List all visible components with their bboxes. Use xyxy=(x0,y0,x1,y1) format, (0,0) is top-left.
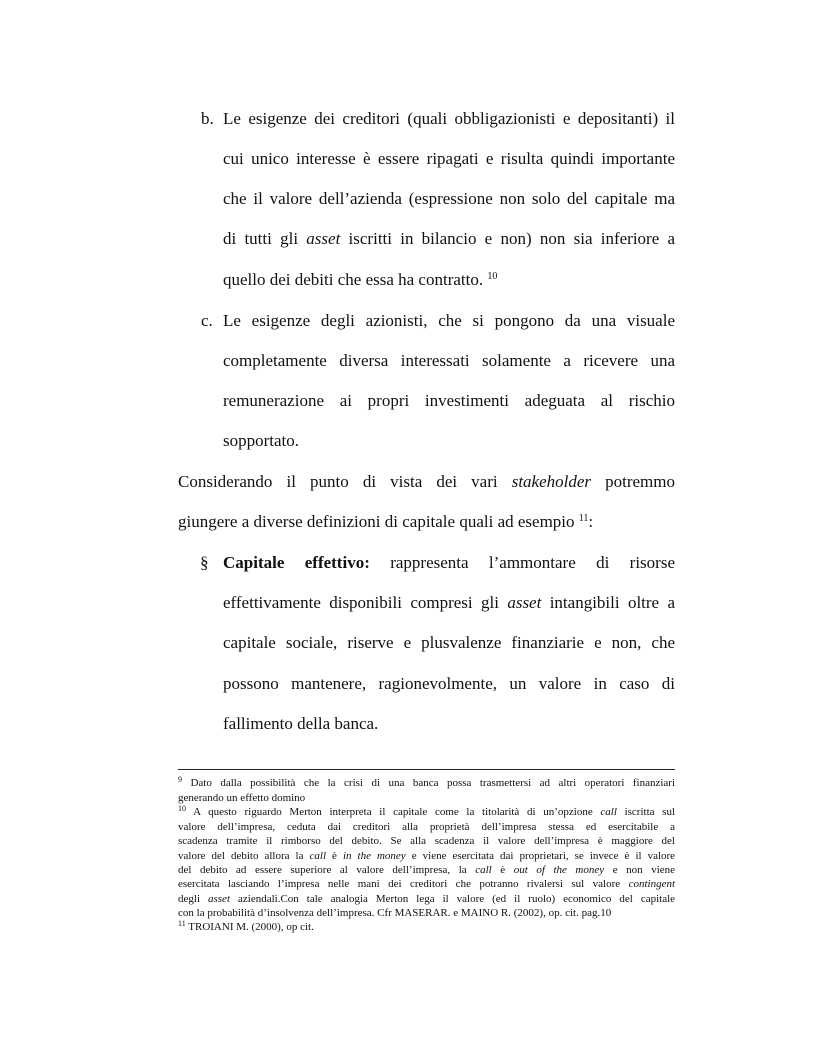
text-span: e non viene xyxy=(612,864,676,876)
footnote-number: 9 xyxy=(178,775,182,784)
bullet-line-1 xyxy=(223,553,675,573)
list-b-line-4 xyxy=(223,229,675,249)
text-span: iscritta sul xyxy=(624,806,676,818)
footnote-10-line-1 xyxy=(178,806,675,818)
text-span: di tutti gli xyxy=(223,229,299,248)
italic-term: contingent xyxy=(628,878,676,890)
italic-term: asset xyxy=(507,593,542,612)
footnote-number: 11 xyxy=(178,919,186,928)
italic-term: asset xyxy=(208,893,230,905)
text-span: quello dei debiti che essa ha contratto. xyxy=(223,270,484,289)
text-span: : xyxy=(588,512,594,531)
list-b-line-2: cui unico interesse è essere ripagati e risulta quindi importante xyxy=(223,149,675,168)
text-span: iscritti in bilancio e non) non sia inferiore a xyxy=(348,229,676,248)
text-span: aziendali.Con tale analogia Merton lega il valore (ed il ruolo) economico del capitale xyxy=(238,893,676,905)
italic-term: in the money xyxy=(342,850,406,862)
text-span: A questo riguardo Merton interpreta il capitale come la titolarità di un’opzione xyxy=(193,806,593,818)
text-span: potremmo xyxy=(605,472,676,491)
footnote-10-line-4 xyxy=(178,850,675,862)
footnote-10-line-5 xyxy=(178,864,675,876)
text-span: del debito ad essere superiore al valore dell’impresa, la xyxy=(178,864,467,876)
paragraph-line-1 xyxy=(178,472,675,492)
italic-term: asset xyxy=(306,229,341,248)
text-span: e viene esercitata dai proprietari, se invece è il valore xyxy=(411,850,676,862)
footnote-10-line-6 xyxy=(178,878,675,890)
footnote-9-line-1 xyxy=(178,777,675,789)
bullet-term: Capitale effettivo: xyxy=(223,553,370,572)
text-span: degli xyxy=(178,893,200,905)
text-span: è xyxy=(500,864,506,876)
text-span: giungere a diverse definizioni di capitale quali ad esempio xyxy=(178,512,575,531)
bullet-line-3: capitale sociale, riserve e plusvalenze finanziarie e non, che xyxy=(223,633,675,652)
footnote-rule xyxy=(178,769,675,770)
list-marker-b: b. xyxy=(201,109,214,128)
italic-term: stakeholder xyxy=(511,472,592,491)
section-sign-bullet: § xyxy=(200,553,209,572)
list-c-line-4: sopportato. xyxy=(223,431,300,450)
list-marker-c: c. xyxy=(201,311,213,330)
italic-term: out of the money xyxy=(513,864,605,876)
text-span: Considerando il punto di vista dei vari xyxy=(178,472,498,491)
footnote-number: 10 xyxy=(178,804,186,813)
list-b-line-5 xyxy=(223,270,497,290)
text-span: valore del debito allora la xyxy=(178,850,304,862)
text-span: TROIANI M. (2000), op cit. xyxy=(188,921,314,933)
bullet-line-5: fallimento della banca. xyxy=(223,714,379,733)
text-span: è xyxy=(332,850,337,862)
footnote-9-line-2: generando un effetto domino xyxy=(178,792,306,804)
footnote-ref-10[interactable]: 10 xyxy=(487,271,498,282)
text-span: intangibili oltre a xyxy=(549,593,676,612)
list-c-line-3: remunerazione ai propri investimenti adeguata al rischio xyxy=(223,391,675,410)
list-b-line-1: Le esigenze dei creditori (quali obbligazionisti e depositanti) il xyxy=(223,109,675,128)
text-span: Dato dalla possibilità che la crisi di una banca possa trasmettersi ad altri operatori finanziari xyxy=(190,777,676,789)
list-c-line-1: Le esigenze degli azionisti, che si pongono da una visuale xyxy=(223,311,675,330)
text-span: effettivamente disponibili compresi gli xyxy=(223,593,499,612)
text-span: rappresenta l’ammontare di risorse xyxy=(390,553,675,572)
list-c-line-2: completamente diversa interessati solamente a ricevere una xyxy=(223,351,675,370)
italic-term: call xyxy=(600,806,617,818)
italic-term: call xyxy=(309,850,326,862)
footnote-10-line-3: scadenza tramite il rimborso del debito. Se alla scadenza il valore dell’impresa è maggiore del xyxy=(178,835,675,847)
footnote-10-line-8: con la probabilità d’insolvenza dell’impresa. Cfr MASERAR. e MAINO R. (2002), op. cit. pag.10 xyxy=(178,907,612,919)
bullet-line-2 xyxy=(223,593,675,613)
footnote-ref-11[interactable]: 11 xyxy=(578,513,589,524)
footnote-10-line-7 xyxy=(178,893,675,905)
list-b-line-3: che il valore dell’azienda (espressione non solo del capitale ma xyxy=(223,189,675,208)
bullet-line-4: possono mantenere, ragionevolmente, un valore in caso di xyxy=(223,674,675,693)
footnote-10-line-2: valore dell’impresa, ceduta dai creditori alla proprietà dell’impresa stessa ed esercitabile a xyxy=(178,821,675,833)
footnote-11 xyxy=(178,921,675,933)
text-span: esercitata lasciando l’impresa nelle mani dei creditori che potranno rivalersi sul valore xyxy=(178,878,621,890)
paragraph-line-2 xyxy=(178,512,593,532)
italic-term: call xyxy=(475,864,492,876)
